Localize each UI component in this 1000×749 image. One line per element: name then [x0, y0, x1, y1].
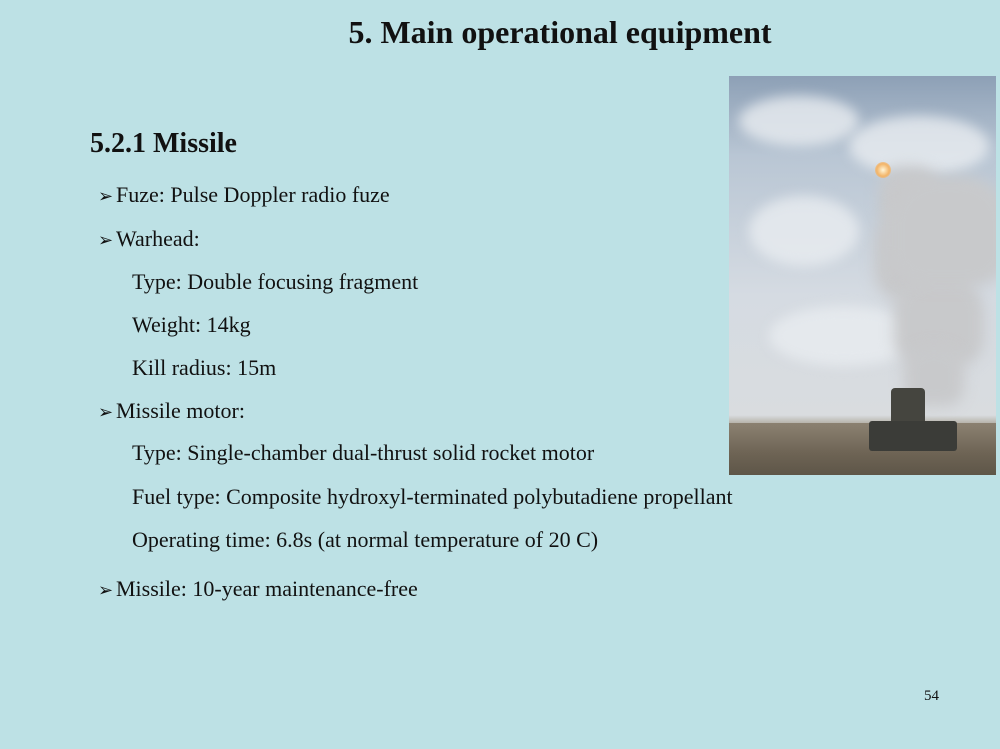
bullet-arrow-icon: ➢: [98, 402, 114, 422]
bullet-arrow-icon: ➢: [98, 230, 114, 250]
section-heading: 5.2.1 Missile: [90, 128, 237, 159]
bullet-arrow-icon: ➢: [98, 186, 114, 206]
launcher-vehicle: [869, 421, 957, 451]
warhead-weight: Weight: 14kg: [132, 312, 251, 337]
page-number: 54: [924, 688, 939, 704]
bullet-arrow-icon: ➢: [98, 580, 114, 600]
motor-text: Missile motor:: [116, 398, 245, 423]
bullet-fuze: [98, 182, 390, 208]
missile-launch-photo: [729, 76, 996, 475]
fuze-text: Fuze: Pulse Doppler radio fuze: [116, 182, 390, 207]
motor-type: Type: Single-chamber dual-thrust solid rocket motor: [132, 440, 595, 465]
bullet-warhead: [98, 226, 200, 252]
bullet-motor: [98, 398, 245, 424]
motor-fuel: Fuel type: Composite hydroxyl-terminated polybutadiene propellant: [132, 484, 733, 509]
warhead-text: Warhead:: [116, 226, 200, 251]
missile-flame-icon: [875, 162, 891, 178]
warhead-type: Type: Double focusing fragment: [132, 269, 419, 294]
slide-title: 5. Main operational equipment: [348, 14, 772, 50]
warhead-kill-radius: Kill radius: 15m: [132, 355, 277, 380]
motor-operating-time: Operating time: 6.8s (at normal temperature of 20 C): [132, 527, 599, 552]
missile-text: Missile: 10-year maintenance-free: [116, 576, 418, 601]
bullet-missile: [98, 576, 418, 602]
